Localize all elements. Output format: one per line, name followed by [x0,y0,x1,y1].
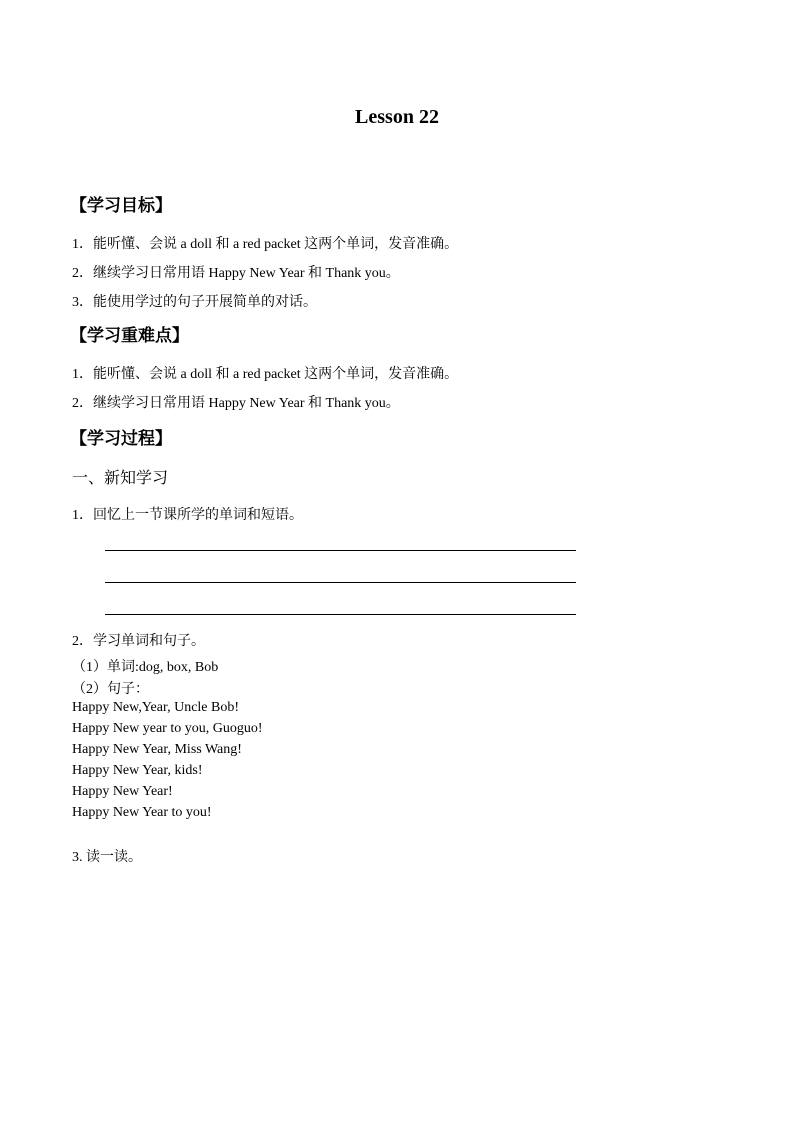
step-3: 3. 读一读。 [72,850,142,865]
process-heading: 【学习过程】 [70,429,172,448]
sentence-6: Happy New Year to you! [72,805,212,820]
step-2: 2．学习单词和句子。 [72,634,205,649]
section-new-learning: 一、新知学习 [72,470,169,487]
key-points-heading: 【学习重难点】 [70,326,189,345]
sentences-label: （2）句子： [72,682,149,697]
answer-line-3 [105,614,576,615]
answer-line-2 [105,582,576,583]
sentence-4: Happy New Year, kids! [72,763,203,778]
key-point-item-2: 2．继续学习日常用语 Happy New Year 和 Thank you。 [72,396,400,411]
step-1: 1．回忆上一节课所学的单词和短语。 [72,508,303,523]
sentence-1: Happy New,Year, Uncle Bob! [72,700,240,715]
sentence-5: Happy New Year! [72,784,173,799]
objective-item-1: 1．能听懂、会说 a doll 和 a red packet 这两个单词，发音准确。 [72,237,459,252]
answer-line-1 [105,550,576,551]
words-line: （1）单词:dog, box, Bob [72,660,219,675]
sentence-2: Happy New year to you, Guoguo! [72,721,263,736]
objective-item-2: 2．继续学习日常用语 Happy New Year 和 Thank you。 [72,266,400,281]
sentence-3: Happy New Year, Miss Wang! [72,742,242,757]
key-point-item-1: 1．能听懂、会说 a doll 和 a red packet 这两个单词，发音准确。 [72,367,459,382]
page-title: Lesson 22 [355,106,439,128]
objectives-heading: 【学习目标】 [70,196,172,215]
objective-item-3: 3．能使用学过的句子开展简单的对话。 [72,295,317,310]
